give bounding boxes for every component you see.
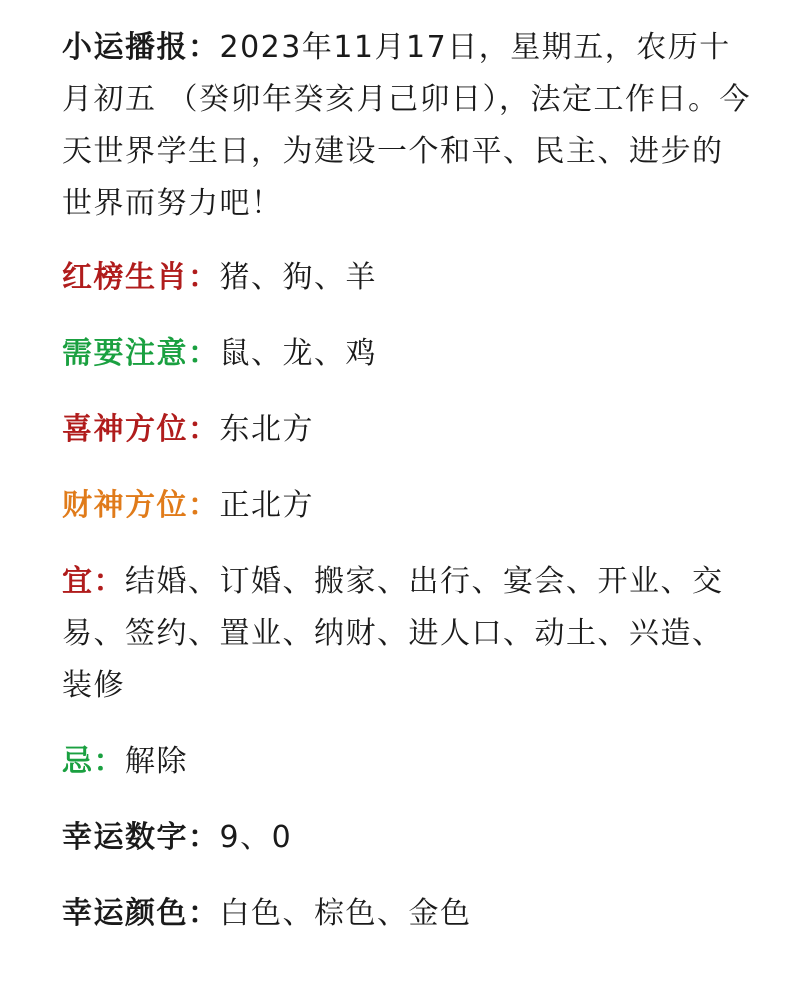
row-lucky-colors <box>62 888 752 940</box>
lucky-numbers-colon: ： <box>188 820 220 855</box>
intro-paragraph <box>62 22 752 230</box>
intro-text: 2023年11月17日，星期五，农历十月初五 （癸卯年癸亥月己卯日），法定工作日。今天世界学生日，为建设一个和平、民主、进步的世界而努力吧！ <box>62 30 752 221</box>
row-suitable <box>62 556 752 712</box>
lucky-numbers-value: 9、0 <box>219 820 293 855</box>
lucky-colors-label: 幸运颜色 <box>62 896 188 931</box>
lucky-zodiac-label: 红榜生肖 <box>62 260 188 295</box>
avoid-value: 解除 <box>125 744 188 779</box>
caution-zodiac-colon: ： <box>188 336 220 371</box>
row-avoid <box>62 736 752 788</box>
intro-label: 小运播报： <box>62 30 220 65</box>
caution-zodiac-value: 鼠、龙、鸡 <box>219 336 377 371</box>
caution-zodiac-label: 需要注意 <box>62 336 188 371</box>
fortune-report <box>62 22 752 964</box>
avoid-label: 忌 <box>62 744 94 779</box>
wealth-god-label: 财神方位 <box>62 488 188 523</box>
lucky-zodiac-value: 猪、狗、羊 <box>219 260 377 295</box>
row-wealth-god-direction <box>62 480 752 532</box>
avoid-colon: ： <box>93 744 125 779</box>
suitable-value: 结婚、订婚、搬家、出行、宴会、开业、交易、签约、置业、纳财、进人口、动土、兴造、装修 <box>62 564 724 703</box>
suitable-label: 宜 <box>62 564 94 599</box>
lucky-colors-value: 白色、棕色、金色 <box>219 896 472 931</box>
joy-god-label: 喜神方位 <box>62 412 188 447</box>
row-joy-god-direction <box>62 404 752 456</box>
suitable-colon: ： <box>93 564 125 599</box>
lucky-numbers-label: 幸运数字 <box>62 820 188 855</box>
lucky-zodiac-colon: ： <box>188 260 220 295</box>
row-caution-zodiac <box>62 328 752 380</box>
wealth-god-colon: ： <box>188 488 220 523</box>
lucky-colors-colon: ： <box>188 896 220 931</box>
row-lucky-numbers <box>62 812 752 864</box>
row-lucky-zodiac <box>62 252 752 304</box>
joy-god-colon: ： <box>188 412 220 447</box>
wealth-god-value: 正北方 <box>219 488 314 523</box>
joy-god-value: 东北方 <box>219 412 314 447</box>
